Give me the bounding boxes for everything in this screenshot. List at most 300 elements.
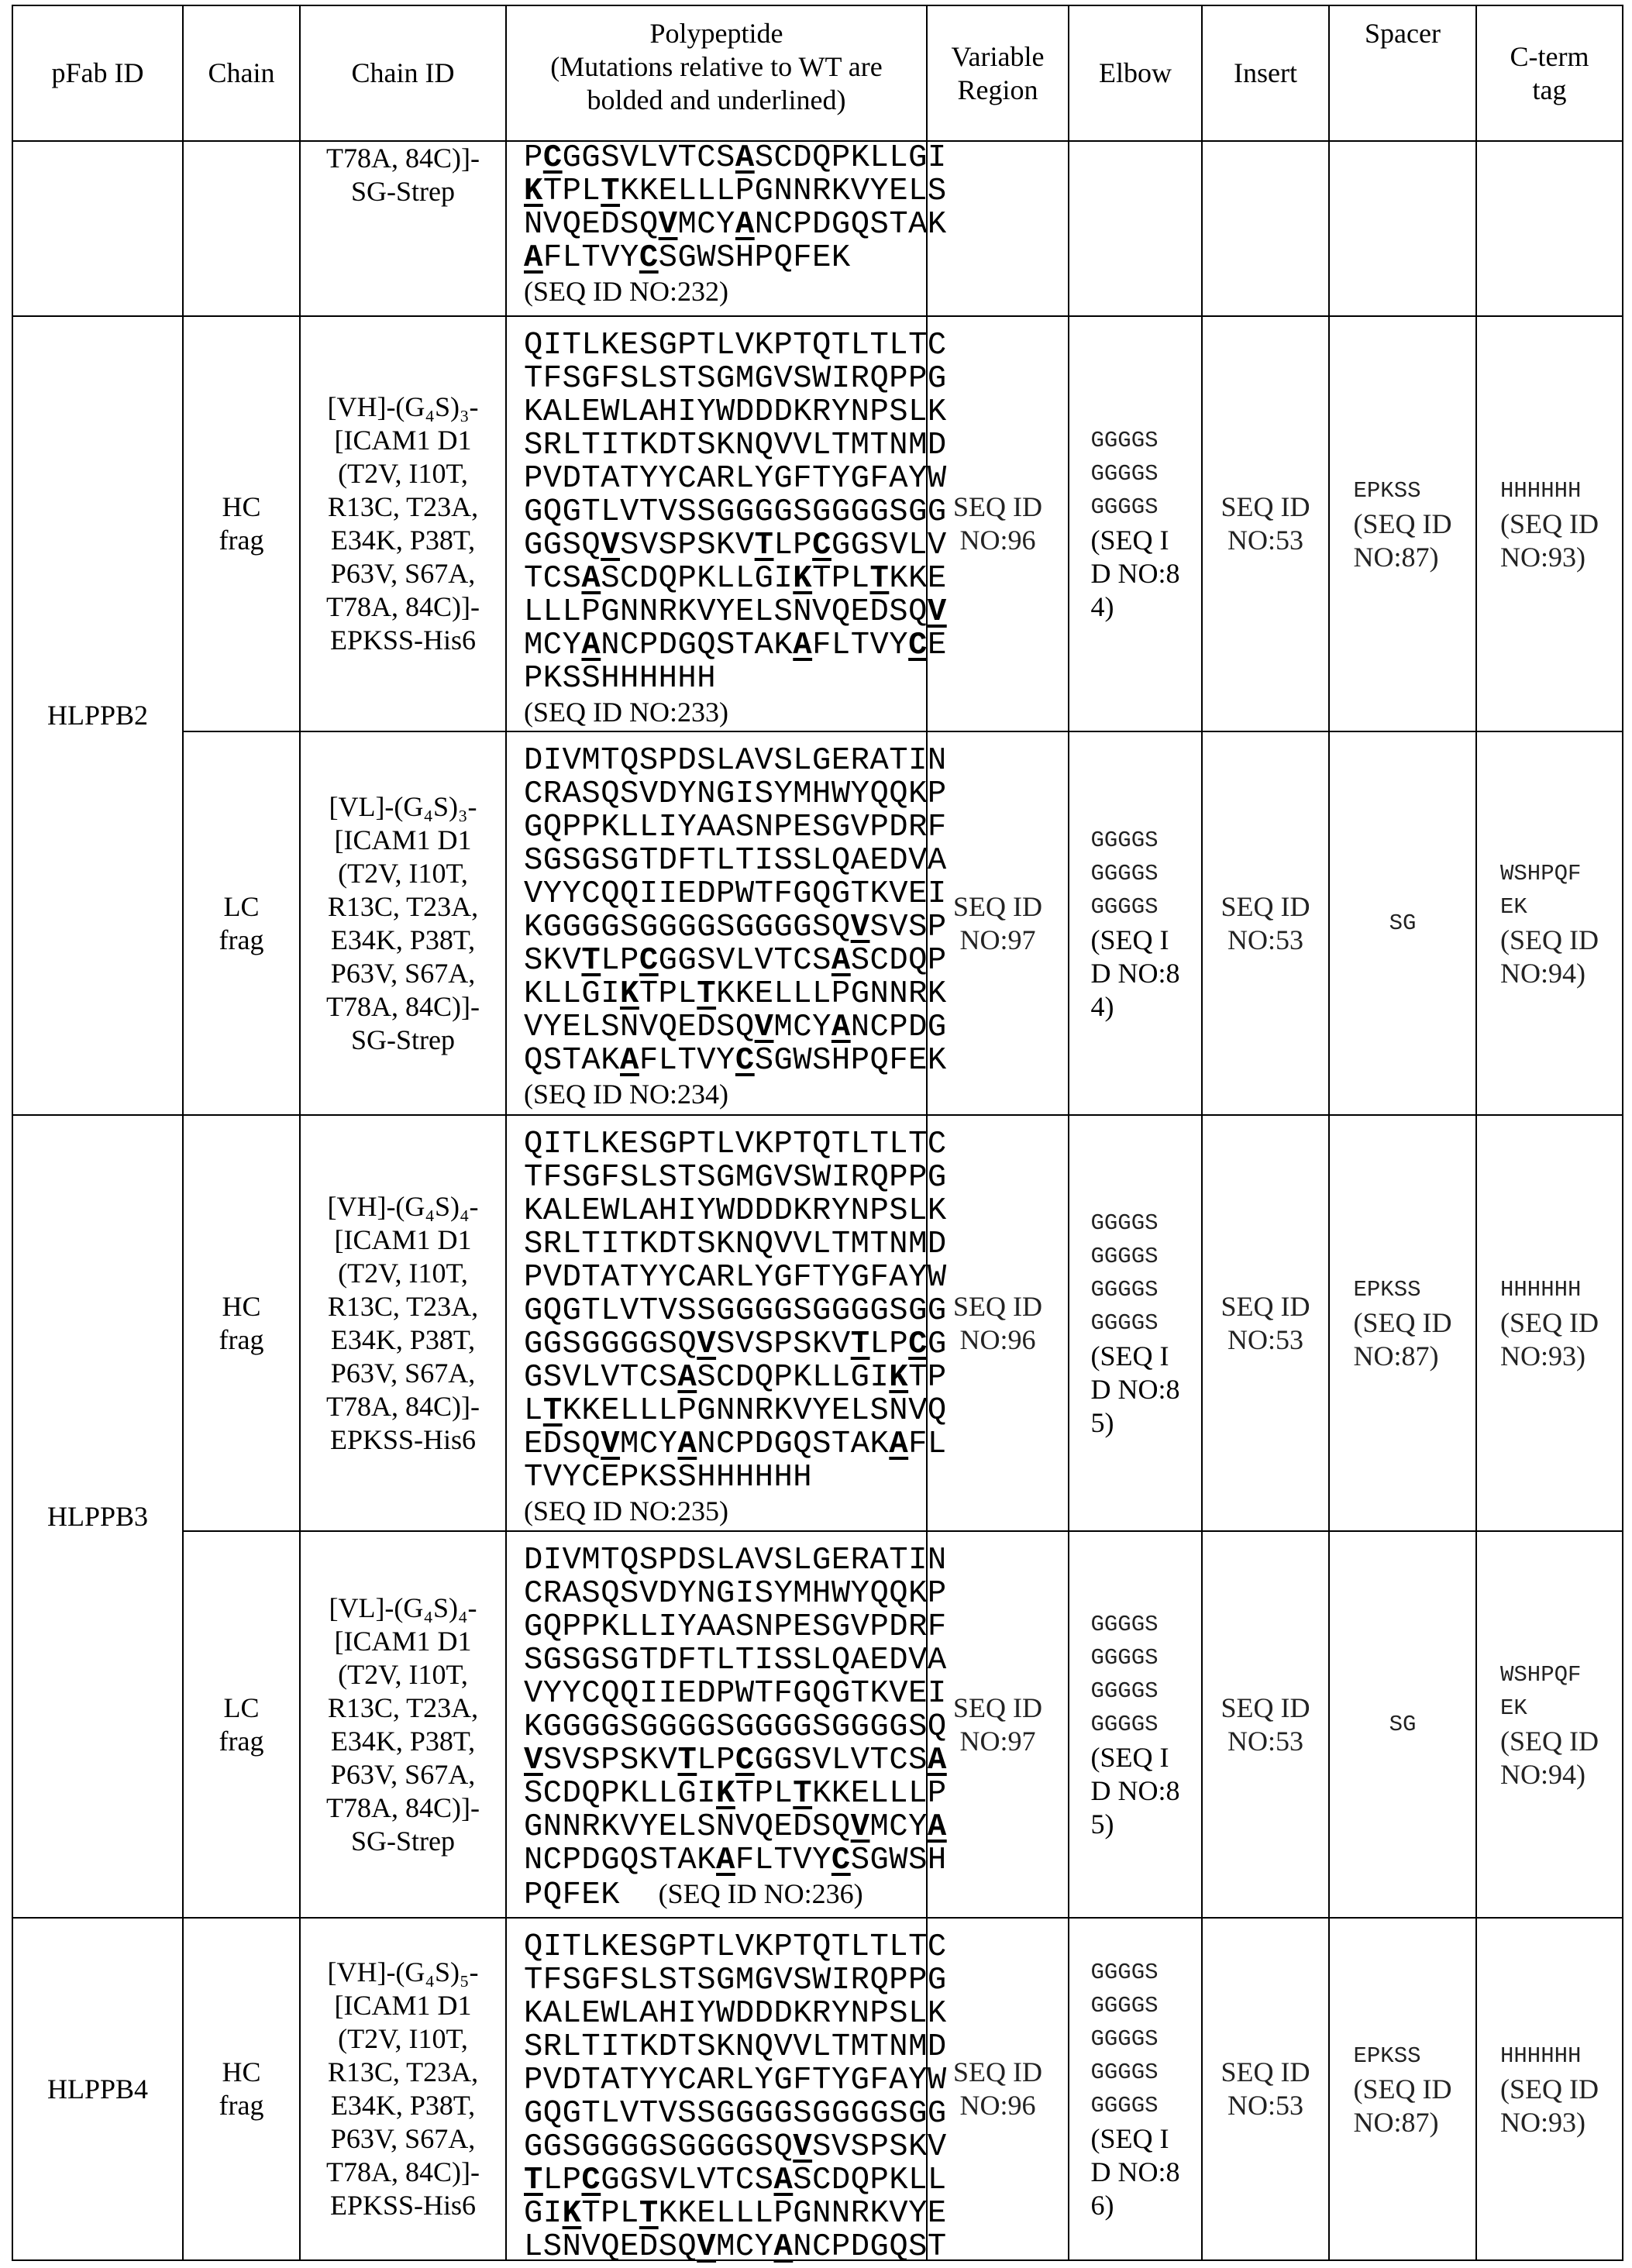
seq-id-label: (SEQ ID NO:234) (524, 1078, 728, 1111)
elbow-sequence: GGGGS (1091, 1608, 1159, 1641)
elbow-seq-id: D NO:8 (1091, 2156, 1180, 2189)
sequence-line: LLLPGNNRKVYELSNVQEDSQV (524, 596, 947, 629)
chain-id-cell (299, 1917, 507, 2261)
mutation-residue: V (851, 910, 870, 945)
elbow-cell (1068, 1114, 1203, 1532)
pfab-id: HLPPB4 (47, 2073, 148, 2106)
elbow-sequence: GGGGS (1091, 1674, 1159, 1708)
mutation-residue: A (677, 1360, 697, 1396)
header-spacer (1328, 5, 1477, 142)
elbow-seq-id: 6) (1091, 2189, 1114, 2222)
mutation-residue: C (735, 1043, 755, 1079)
cterm-content (1500, 1658, 1599, 1791)
pfab-id-cell (12, 140, 184, 317)
cterm-tag-cell (1475, 731, 1623, 1116)
spacer-cell (1328, 140, 1477, 317)
variable-region-line: NO:96 (960, 524, 1036, 557)
sequence-line: VSVSPSKVTLPCGGSVLVTCSA (524, 1744, 947, 1778)
insert-line: SEQ ID (1221, 490, 1310, 524)
elbow-sequence: GGGGS (1091, 490, 1159, 524)
cterm-content (1500, 474, 1599, 574)
sequence-line: GQGTLVTVSSGGGGSGGGGSGG (524, 1295, 947, 1328)
elbow-sequence: GGGGS (1091, 1273, 1159, 1306)
seq-id-label: (SEQ ID NO:232) (524, 275, 728, 308)
sequence-line: KTPLTKKELLLPGNNRKVYELS (524, 175, 947, 208)
mutation-residue: K (716, 1776, 735, 1812)
chain-cell (182, 140, 301, 317)
chain-id-line: R13C, T23A, (328, 2056, 478, 2089)
variable-region-cell (926, 1917, 1069, 2261)
spacer-seq-id: NO:87) (1354, 2106, 1439, 2139)
chain-id-cell (299, 731, 507, 1116)
cterm-sequence: WSHPQF (1500, 857, 1581, 890)
mutation-residue: C (812, 528, 831, 563)
chain-id-line: [ICAM1 D1 (335, 824, 472, 857)
variable-region-cell (926, 1530, 1069, 1919)
mutation-residue: T (601, 174, 620, 209)
elbow-sequence: GGGGS (1091, 824, 1159, 857)
cterm-content (1500, 2039, 1599, 2139)
elbow-content (1091, 824, 1180, 1024)
chain-id-line: R13C, T23A, (328, 1290, 478, 1323)
chain-id-line: EPKSS-His6 (330, 624, 476, 657)
sequence-line: NCPDGQSTAKAFLTVYCSGWSH (524, 1844, 947, 1877)
chain-cell (182, 1917, 301, 2261)
variable-region-line: NO:96 (960, 1323, 1036, 1357)
insert-line: NO:53 (1227, 1323, 1303, 1357)
chain-id-line: (T2V, I10T, (338, 457, 468, 490)
mutation-residue: T (581, 943, 601, 979)
header-label: C-term (1510, 40, 1589, 74)
spacer-sequence: SG (1389, 1708, 1417, 1741)
sequence-line: KALEWLAHIYWDDDKRYNPSLK (524, 396, 947, 429)
pfab-id: HLPPB2 (47, 699, 148, 732)
cterm-sequence: HHHHHH (1500, 2039, 1581, 2073)
chain-id-line: T78A, 84C)]- (326, 1390, 480, 1423)
chain-id-line: P63V, S67A, (331, 557, 475, 590)
chain-id-line: T78A, 84C)]- (326, 1791, 480, 1825)
header-polypeptide (505, 5, 928, 142)
cterm-seq-id: NO:94) (1500, 1758, 1586, 1791)
variable-region-line: NO:97 (960, 1725, 1036, 1758)
chain-id-line: EPKSS-His6 (330, 1423, 476, 1457)
sequence-line: GGSGGGGSGGGGSQVSVSPSKV (524, 2131, 947, 2164)
mutation-residue: A (928, 1743, 947, 1778)
sequence-line: QITLKESGPTLVKPTQTLTLTC (524, 329, 947, 363)
spacer-seq-id: (SEQ ID (1354, 508, 1452, 541)
variable-region-line: SEQ ID (953, 2056, 1042, 2089)
spacer-content (1354, 1273, 1452, 1373)
chain-label: frag (219, 1323, 264, 1357)
chain-id-line: E34K, P38T, (331, 924, 475, 957)
sequence-line: GIKTPLTKKELLLPGNNRKVYE (524, 2197, 947, 2231)
sequence-line: VYYCQQIIEDPWTFGQGTKVEI (524, 1678, 947, 1711)
elbow-seq-id: D NO:8 (1091, 1774, 1180, 1808)
chain-id-line: [VL]-(G₄S)₃- (329, 790, 477, 824)
mutation-residue: K (620, 976, 639, 1012)
chain-id-line: P63V, S67A, (331, 2122, 475, 2156)
insert-line: NO:53 (1227, 924, 1303, 957)
sequence-line: VYELSNVQEDSQVMCYANCPDG (524, 1011, 947, 1045)
chain-id-line: SG-Strep (351, 1825, 455, 1858)
cterm-tag-cell (1475, 1114, 1623, 1532)
polypeptide-cell (505, 315, 928, 732)
pfab-id-cell (12, 1114, 184, 1919)
mutation-residue: A (581, 628, 601, 663)
seq-id-label: (SEQ ID NO:236) (659, 1877, 863, 1911)
elbow-cell (1068, 140, 1203, 317)
variable-region-line: SEQ ID (953, 890, 1042, 924)
elbow-content (1091, 424, 1180, 624)
chain-label: HC (222, 2056, 260, 2089)
sequence-line: KGGGGSGGGGSGGGGSQVSVSP (524, 911, 947, 945)
header-pfab-id (12, 5, 184, 142)
mutation-residue: V (524, 1743, 543, 1778)
insert-cell (1201, 140, 1330, 317)
chain-cell (182, 1530, 301, 1919)
chain-id-cell (299, 1530, 507, 1919)
elbow-sequence: GGGGS (1091, 1989, 1159, 2022)
header-label: (Mutations relative to WT are (550, 50, 883, 84)
chain-id-line: [VH]-(G₄S)₅- (327, 1956, 478, 1989)
chain-id-line: [ICAM1 D1 (335, 424, 472, 457)
elbow-sequence: GGGGS (1091, 1641, 1159, 1674)
chain-id-cell (299, 1114, 507, 1532)
cterm-tag-cell (1475, 1530, 1623, 1919)
cterm-sequence: EK (1500, 890, 1527, 924)
mutation-residue: A (773, 2163, 793, 2198)
sequence-line: AFLTVYCSGWSHPQFEK (524, 242, 851, 275)
insert-cell (1201, 1917, 1330, 2261)
cterm-seq-id: NO:94) (1500, 957, 1586, 990)
chain-id-line: R13C, T23A, (328, 490, 478, 524)
chain-id-line: E34K, P38T, (331, 1323, 475, 1357)
sequence-line: TCSASCDQPKLLGIKTPLTKKE (524, 563, 947, 596)
insert-line: NO:53 (1227, 524, 1303, 557)
header-label: Variable (952, 40, 1045, 74)
sequence-line: SRLTITKDTSKNQVVLTMTNMD (524, 1228, 947, 1261)
mutation-residue: C (908, 628, 928, 663)
chain-id-line: E34K, P38T, (331, 1725, 475, 1758)
elbow-seq-id: D NO:8 (1091, 957, 1180, 990)
chain-id-line: [ICAM1 D1 (335, 1223, 472, 1257)
spacer-seq-id: (SEQ ID (1354, 2073, 1452, 2106)
chain-id-cell (299, 315, 507, 732)
sequence-line: DIVMTQSPDSLAVSLGERATIN (524, 745, 947, 778)
spacer-seq-id: (SEQ ID (1354, 1306, 1452, 1340)
elbow-seq-id: 5) (1091, 1808, 1114, 1841)
mutation-residue: V (928, 594, 947, 630)
chain-id-line: E34K, P38T, (331, 2089, 475, 2122)
chain-label: LC (223, 1692, 259, 1725)
cterm-seq-id: (SEQ ID (1500, 1306, 1599, 1340)
polypeptide-cell (505, 1917, 928, 2261)
cterm-content (1500, 1273, 1599, 1373)
chain-label: frag (219, 524, 264, 557)
elbow-seq-id: 5) (1091, 1406, 1114, 1440)
mutation-residue: K (563, 2196, 582, 2232)
pfab-id-cell (12, 1917, 184, 2261)
chain-id-line: [VL]-(G₄S)₄- (329, 1592, 477, 1625)
sequence-line: TFSGFSLSTSGMGVSWIRQPPG (524, 363, 947, 396)
sequence-line: GQGTLVTVSSGGGGSGGGGSGG (524, 2098, 947, 2131)
chain-label: HC (222, 1290, 260, 1323)
insert-line: SEQ ID (1221, 1692, 1310, 1725)
sequence-line: PVDTATYYCARLYGFTYGFAYW (524, 1261, 947, 1295)
variable-region-cell (926, 1114, 1069, 1532)
chain-id-line: P63V, S67A, (331, 1357, 475, 1390)
mutation-residue: A (793, 628, 812, 663)
spacer-cell (1328, 1114, 1477, 1532)
mutation-residue: V (697, 1327, 716, 1362)
mutation-residue: T (755, 528, 774, 563)
spacer-cell (1328, 731, 1477, 1116)
mutation-residue: V (755, 1010, 774, 1045)
cterm-seq-id: (SEQ ID (1500, 2073, 1599, 2106)
spacer-content (1389, 1708, 1417, 1741)
mutation-residue: A (831, 1010, 851, 1045)
elbow-sequence: GGGGS (1091, 1956, 1159, 1989)
mutation-residue: K (524, 174, 543, 209)
header-chain (182, 5, 301, 142)
elbow-sequence: GGGGS (1091, 457, 1159, 490)
polypeptide-cell (505, 731, 928, 1116)
chain-id-line: [VH]-(G₄S)₄- (327, 1190, 478, 1223)
sequence-line-with-id (524, 1877, 863, 1912)
elbow-sequence: GGGGS (1091, 1708, 1159, 1741)
sequence-line: TFSGFSLSTSGMGVSWIRQPPG (524, 1162, 947, 1195)
mutation-residue: V (601, 1427, 620, 1462)
mutation-residue: A (677, 1427, 697, 1462)
variable-region-line: SEQ ID (953, 1692, 1042, 1725)
spacer-cell (1328, 1530, 1477, 1919)
chain-id-line: P63V, S67A, (331, 1758, 475, 1791)
sequence-line: KLLGIKTPLTKKELLLPGNNRK (524, 978, 947, 1011)
header-label: Insert (1234, 57, 1297, 90)
elbow-seq-id: (SEQ I (1091, 524, 1169, 557)
sequence-line: PCGGSVLVTCSASCDQPKLLGI (524, 142, 947, 175)
header-label: bolded and underlined) (587, 84, 846, 117)
chain-cell (182, 1114, 301, 1532)
mutation-residue: V (851, 1809, 870, 1845)
chain-id-line: SG-Strep (351, 175, 455, 208)
mutation-residue: A (735, 207, 755, 243)
chain-id-line: [ICAM1 D1 (335, 1625, 472, 1658)
cterm-sequence: WSHPQF (1500, 1658, 1581, 1692)
mutation-residue: A (735, 140, 755, 176)
mutation-residue: V (697, 2229, 716, 2265)
insert-line: NO:53 (1227, 2089, 1303, 2122)
sequence-line: LSNVQEDSQVMCYANCPDGQST (524, 2231, 947, 2264)
elbow-content (1091, 1956, 1180, 2222)
chain-id-line: R13C, T23A, (328, 1692, 478, 1725)
sequence-line: SRLTITKDTSKNQVVLTMTNMD (524, 2031, 947, 2064)
sequence-line: QSTAKAFLTVYCSGWSHPQFEK (524, 1045, 947, 1078)
insert-line: SEQ ID (1221, 2056, 1310, 2089)
header-label: Polypeptide (650, 17, 783, 50)
polypeptide-cell (505, 140, 928, 317)
elbow-cell (1068, 1917, 1203, 2261)
header-cterm-tag (1475, 5, 1623, 142)
chain-label: LC (223, 890, 259, 924)
insert-line: SEQ ID (1221, 1290, 1310, 1323)
mutation-residue: C (639, 240, 659, 276)
spacer-content (1354, 474, 1452, 574)
mutation-residue: A (524, 240, 543, 276)
chain-id-line: (T2V, I10T, (338, 2022, 468, 2056)
mutation-residue: A (831, 943, 851, 979)
elbow-seq-id: D NO:8 (1091, 557, 1180, 590)
chain-id-line: [ICAM1 D1 (335, 1989, 472, 2022)
elbow-seq-id: (SEQ I (1091, 1340, 1169, 1373)
chain-label: frag (219, 2089, 264, 2122)
elbow-content (1091, 1206, 1180, 1440)
header-label: Spacer (1365, 17, 1441, 50)
header-elbow (1068, 5, 1203, 142)
cterm-seq-id: NO:93) (1500, 541, 1586, 574)
chain-label: HC (222, 490, 260, 524)
mutation-residue: T (697, 976, 716, 1012)
elbow-sequence: GGGGS (1091, 1240, 1159, 1273)
chain-id-line: (T2V, I10T, (338, 1257, 468, 1290)
chain-id-line: T78A, 84C)]- (326, 990, 480, 1024)
cterm-seq-id: (SEQ ID (1500, 1725, 1599, 1758)
elbow-seq-id: (SEQ I (1091, 1741, 1169, 1774)
variable-region-line: NO:97 (960, 924, 1036, 957)
mutation-residue: C (581, 2163, 601, 2198)
mutation-residue: C (543, 140, 563, 176)
spacer-sequence: EPKSS (1354, 1273, 1421, 1306)
header-label: pFab ID (52, 57, 144, 90)
spacer-content (1389, 907, 1417, 940)
seq-id-label: (SEQ ID NO:235) (524, 1495, 728, 1528)
sequence-line: KGGGGSGGGGSGGGGSGGGGSQ (524, 1711, 947, 1744)
variable-region-line: SEQ ID (953, 1290, 1042, 1323)
chain-label: frag (219, 1725, 264, 1758)
header-label: Chain ID (352, 57, 455, 90)
spacer-content (1354, 2039, 1452, 2139)
spacer-seq-id: NO:87) (1354, 541, 1439, 574)
sequence-line: CRASQSVDYNGISYMHWYQQKP (524, 1578, 947, 1611)
sequence-line: QITLKESGPTLVKPTQTLTLTC (524, 1931, 947, 1964)
sequence-line: VYYCQQIIEDPWTFGQGTKVEI (524, 878, 947, 911)
chain-id-line: R13C, T23A, (328, 890, 478, 924)
pfab-id: HLPPB3 (47, 1500, 148, 1533)
sequence-line: EDSQVMCYANCPDGQSTAKAFL (524, 1428, 947, 1461)
cterm-sequence: HHHHHH (1500, 1273, 1581, 1306)
mutation-residue: A (773, 2229, 793, 2265)
sequence-line: PVDTATYYCARLYGFTYGFAYW (524, 2064, 947, 2098)
mutation-residue: V (659, 207, 678, 243)
chain-cell (182, 731, 301, 1116)
polypeptide-cell (505, 1114, 928, 1532)
sequence-line: PVDTATYYCARLYGFTYGFAYW (524, 463, 947, 496)
insert-cell (1201, 1114, 1330, 1532)
variable-region-cell (926, 731, 1069, 1116)
mutation-residue: C (735, 1743, 755, 1778)
header-insert (1201, 5, 1330, 142)
sequence-line: KALEWLAHIYWDDDKRYNPSLK (524, 1998, 947, 2031)
cterm-tag-cell (1475, 140, 1623, 317)
chain-id-line: T78A, 84C)]- (326, 590, 480, 624)
seq-id-label: (SEQ ID NO:233) (524, 696, 728, 729)
pfab-id-cell (12, 315, 184, 1116)
header-label: tag (1533, 74, 1567, 107)
header-label: Elbow (1099, 57, 1172, 90)
insert-line: NO:53 (1227, 1725, 1303, 1758)
sequence-line: GQPPKLLIYAASNPESGVPDRF (524, 811, 947, 845)
sequence-line: PKSSHHHHHH (524, 663, 716, 696)
chain-label: frag (219, 924, 264, 957)
cterm-tag-cell (1475, 315, 1623, 732)
chain-id-line: E34K, P38T, (331, 524, 475, 557)
mutation-residue: A (928, 1809, 947, 1845)
mutation-residue: C (639, 943, 659, 979)
sequence-line: QITLKESGPTLVKPTQTLTLTC (524, 1128, 947, 1162)
chain-id-line: (T2V, I10T, (338, 1658, 468, 1692)
variable-region-cell (926, 140, 1069, 317)
sequence-line: CRASQSVDYNGISYMHWYQQKP (524, 778, 947, 811)
sequence-line: SGSGSGTDFTLTISSLQAEDVA (524, 1644, 947, 1678)
elbow-sequence: GGGGS (1091, 857, 1159, 890)
elbow-sequence: GGGGS (1091, 2089, 1159, 2122)
mutation-residue: T (870, 561, 890, 597)
cterm-tag-cell (1475, 1917, 1623, 2261)
sequence-line: TFSGFSLSTSGMGVSWIRQPPG (524, 1964, 947, 1998)
chain-id-line: P63V, S67A, (331, 957, 475, 990)
sequence-line: DIVMTQSPDSLAVSLGERATIN (524, 1544, 947, 1578)
spacer-sequence: SG (1389, 907, 1417, 940)
mutation-residue: T (524, 2163, 543, 2198)
chain-id-line: T78A, 84C)]- (326, 142, 480, 175)
sequence-line: KALEWLAHIYWDDDKRYNPSLK (524, 1195, 947, 1228)
sequence-line: GGSGGGGSQVSVSPSKVTLPCG (524, 1328, 947, 1361)
spacer-seq-id: NO:87) (1354, 1340, 1439, 1373)
variable-region-line: SEQ ID (953, 490, 1042, 524)
sequence-line: SGSGSGTDFTLTISSLQAEDVA (524, 845, 947, 878)
header-variable-region (926, 5, 1069, 142)
mutation-residue: C (831, 1843, 851, 1878)
mutation-residue: A (620, 1043, 639, 1079)
mutation-residue: T (639, 2196, 659, 2232)
variable-region-line: NO:96 (960, 2089, 1036, 2122)
insert-line: SEQ ID (1221, 890, 1310, 924)
sequence-line: PQFEK (524, 1879, 659, 1912)
cterm-content (1500, 857, 1599, 990)
sequence-line: TVYCEPKSSHHHHHH (524, 1461, 812, 1495)
cterm-seq-id: (SEQ ID (1500, 508, 1599, 541)
elbow-cell (1068, 1530, 1203, 1919)
cterm-seq-id: NO:93) (1500, 1340, 1586, 1373)
sequence-line: MCYANCPDGQSTAKAFLTVYCE (524, 629, 947, 663)
mutation-residue: T (677, 1743, 697, 1778)
mutation-residue: T (851, 1327, 870, 1362)
sequence-line: GQGTLVTVSSGGGGSGGGGSGG (524, 496, 947, 529)
sequence-line: TLPCGGSVLVTCSASCDQPKLL (524, 2164, 947, 2197)
sequence-line: LTKKELLLPGNNRKVYELSNVQ (524, 1395, 947, 1428)
sequence-line: GSVLVTCSASCDQPKLLGIKTP (524, 1361, 947, 1395)
header-chain-id (299, 5, 507, 142)
sequence-line: SRLTITKDTSKNQVVLTMTNMD (524, 429, 947, 463)
header-label: Region (958, 74, 1038, 107)
elbow-cell (1068, 731, 1203, 1116)
mutation-residue: T (793, 1776, 812, 1812)
elbow-content (1091, 1608, 1180, 1841)
sequence-line: SCDQPKLLGIKTPLTKKELLLP (524, 1778, 947, 1811)
elbow-seq-id: 4) (1091, 990, 1114, 1024)
chain-id-line: (T2V, I10T, (338, 857, 468, 890)
sequence-line: GGSQVSVSPSKVTLPCGGSVLV (524, 529, 947, 563)
